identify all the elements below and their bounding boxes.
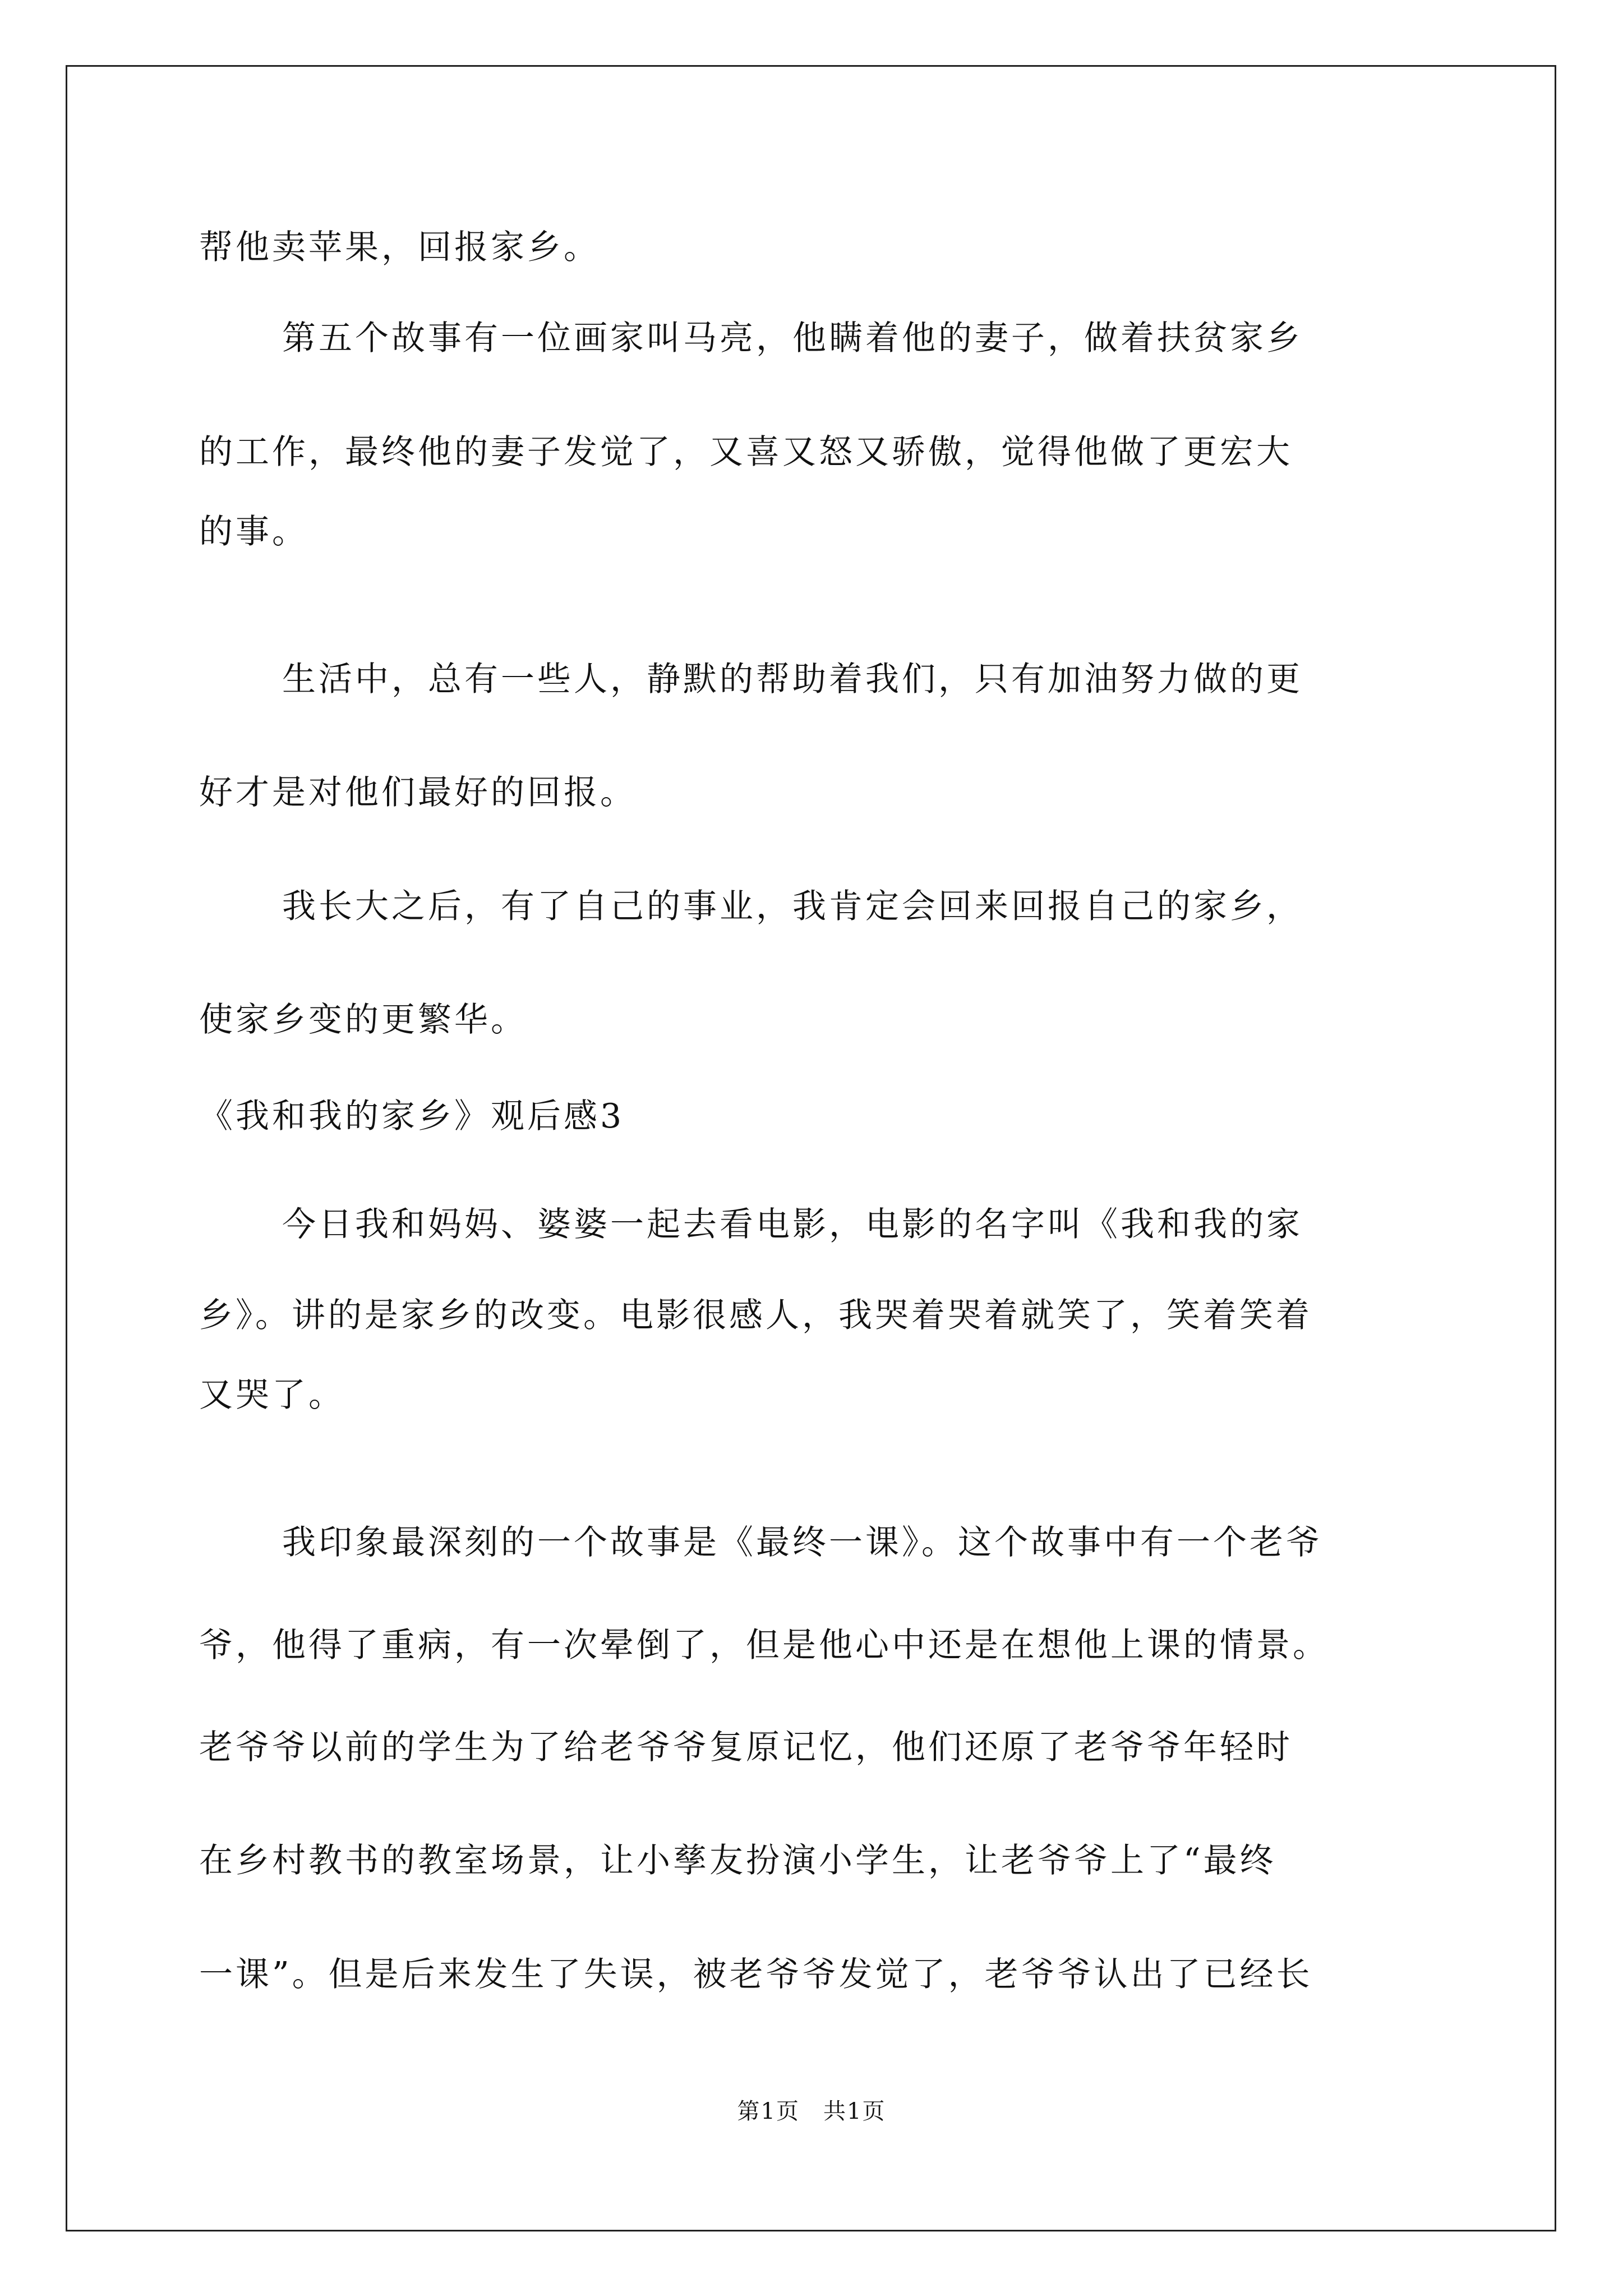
paragraph-start-line: 生活中，总有一些人，静默的帮助着我们，只有加油努力做的更	[282, 660, 1303, 699]
paragraph-start-line: 今日我和妈妈、婆婆一起去看电影，电影的名字叫《我和我的家	[282, 1205, 1303, 1244]
text-line: 帮他卖苹果，回报家乡。	[199, 228, 600, 267]
text-line: 乡》。讲的是家乡的改变。电影很感人，我哭着哭着就笑了，笑着笑着	[199, 1296, 1312, 1335]
paragraph-start-line: 我印象最深刻的一个故事是《最终一课》。这个故事中有一个老爷	[282, 1523, 1322, 1562]
text-line: 的事。	[199, 512, 308, 551]
text-line: 在乡村教书的教室场景，让小孳友扮演小学生，让老爷爷上了“最终	[199, 1841, 1276, 1880]
text-line: 又哭了。	[199, 1375, 345, 1415]
text-line: 爷，他得了重病，有一次晕倒了，但是他心中还是在想他上课的情景。	[199, 1626, 1329, 1665]
text-line: 一课”。但是后来发生了失误，被老爷爷发觉了，老爷爷认出了已经长	[199, 1955, 1313, 1994]
page-footer: 第1页 共1页	[737, 2099, 886, 2124]
text-line: 使家乡变的更繁华。	[199, 1000, 527, 1039]
paragraph-start-line: 第五个故事有一位画家叫马亮，他瞒着他的妻子，做着扶贫家乡	[282, 319, 1303, 358]
paragraph-start-line: 我长大之后，有了自己的事业，我肯定会回来回报自己的家乡，	[282, 887, 1303, 926]
text-line: 的工作，最终他的妻子发觉了，又喜又怒又骄傲，觉得他做了更宏大	[199, 432, 1293, 472]
section-heading: 《我和我的家乡》观后感3	[199, 1097, 625, 1136]
page-border	[66, 65, 1556, 2231]
text-line: 好才是对他们最好的回报。	[199, 773, 637, 812]
text-line: 老爷爷以前的学生为了给老爷爷复原记忆，他们还原了老爷爷年轻时	[199, 1728, 1293, 1767]
